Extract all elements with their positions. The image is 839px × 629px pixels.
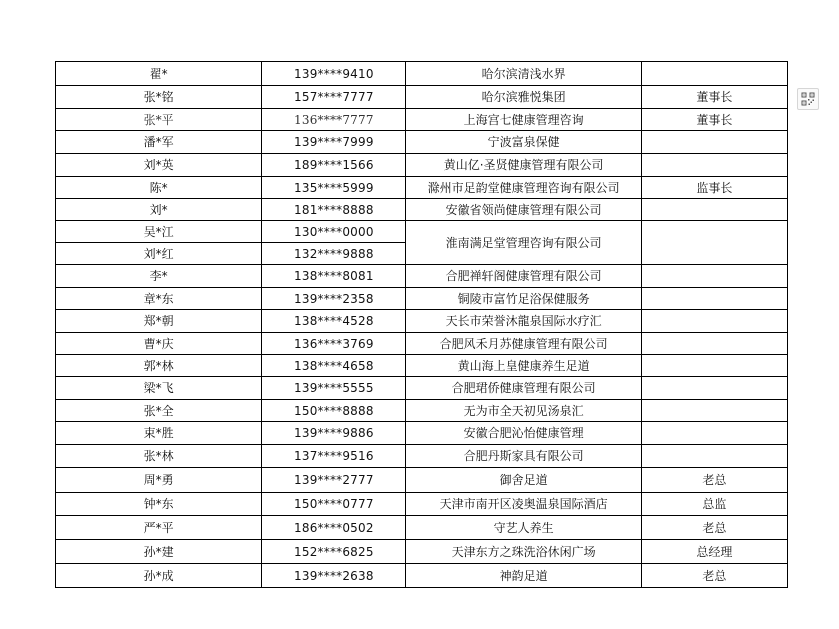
name-cell: 钟*东 bbox=[56, 493, 262, 516]
title-cell: 老总 bbox=[641, 468, 787, 493]
title-cell: 董事长 bbox=[641, 86, 787, 109]
company-cell: 合肥珺侨健康管理有限公司 bbox=[406, 377, 641, 400]
company-cell: 天津东方之珠洗浴休闲广场 bbox=[406, 540, 641, 564]
table-row bbox=[56, 355, 788, 377]
company-cell: 天津市南开区凌奥温泉国际酒店 bbox=[406, 493, 641, 516]
company-cell: 黄山亿·圣贤健康管理有限公司 bbox=[406, 154, 641, 177]
contact-table bbox=[55, 61, 788, 588]
phone-cell: 181****8888 bbox=[262, 199, 406, 221]
phone-cell: 157****7777 bbox=[262, 86, 406, 109]
title-cell: 总监 bbox=[641, 493, 787, 516]
phone-cell: 138****4528 bbox=[262, 310, 406, 333]
name-cell: 翟* bbox=[56, 62, 262, 86]
name-cell: 刘* bbox=[56, 199, 262, 221]
table-row bbox=[56, 540, 788, 564]
phone-cell: 152****6825 bbox=[262, 540, 406, 564]
company-cell: 安徽合肥沁怡健康管理 bbox=[406, 422, 641, 445]
table-row bbox=[56, 154, 788, 177]
title-cell bbox=[641, 199, 787, 221]
phone-cell: 130****0000 bbox=[262, 221, 406, 243]
company-cell: 淮南满足堂管理咨询有限公司 bbox=[406, 221, 641, 265]
phone-cell: 136****3769 bbox=[262, 333, 406, 355]
phone-cell: 136****7777 bbox=[262, 109, 406, 131]
phone-cell: 139****5555 bbox=[262, 377, 406, 400]
phone-cell: 138****8081 bbox=[262, 265, 406, 288]
company-cell: 黄山海上皇健康养生足道 bbox=[406, 355, 641, 377]
company-cell: 神韵足道 bbox=[406, 564, 641, 588]
title-cell bbox=[641, 154, 787, 177]
company-cell: 御舍足道 bbox=[406, 468, 641, 493]
table-row bbox=[56, 333, 788, 355]
company-cell: 无为市全天初见汤泉汇 bbox=[406, 400, 641, 422]
title-cell bbox=[641, 445, 787, 468]
name-cell: 刘*英 bbox=[56, 154, 262, 177]
phone-cell: 139****9410 bbox=[262, 62, 406, 86]
title-cell: 老总 bbox=[641, 516, 787, 540]
qr-code-icon bbox=[801, 92, 815, 106]
phone-cell: 139****7999 bbox=[262, 131, 406, 154]
title-cell: 老总 bbox=[641, 564, 787, 588]
title-cell bbox=[641, 422, 787, 445]
title-cell bbox=[641, 355, 787, 377]
company-cell: 哈尔滨清浅水界 bbox=[406, 62, 641, 86]
title-cell bbox=[641, 377, 787, 400]
table-row bbox=[56, 86, 788, 109]
phone-cell: 132****9888 bbox=[262, 243, 406, 265]
name-cell: 孙*建 bbox=[56, 540, 262, 564]
name-cell: 束*胜 bbox=[56, 422, 262, 445]
phone-cell: 137****9516 bbox=[262, 445, 406, 468]
name-cell: 张*平 bbox=[56, 109, 262, 131]
table-row bbox=[56, 310, 788, 333]
table-row bbox=[56, 199, 788, 221]
table-row bbox=[56, 221, 788, 243]
title-cell: 总经理 bbox=[641, 540, 787, 564]
table-row bbox=[56, 177, 788, 199]
table-row bbox=[56, 493, 788, 516]
name-cell: 潘*军 bbox=[56, 131, 262, 154]
company-cell: 宁波富泉保健 bbox=[406, 131, 641, 154]
company-cell: 铜陵市富竹足浴保健服务 bbox=[406, 288, 641, 310]
name-cell: 郑*朝 bbox=[56, 310, 262, 333]
company-cell: 滁州市足韵堂健康管理咨询有限公司 bbox=[406, 177, 641, 199]
name-cell: 曹*庆 bbox=[56, 333, 262, 355]
phone-cell: 150****8888 bbox=[262, 400, 406, 422]
phone-cell: 186****0502 bbox=[262, 516, 406, 540]
name-cell: 章*东 bbox=[56, 288, 262, 310]
company-cell: 守艺人养生 bbox=[406, 516, 641, 540]
title-cell: 监事长 bbox=[641, 177, 787, 199]
name-cell: 吴*江 bbox=[56, 221, 262, 243]
name-cell: 李* bbox=[56, 265, 262, 288]
title-cell bbox=[641, 265, 787, 288]
name-cell: 陈* bbox=[56, 177, 262, 199]
table-row bbox=[56, 564, 788, 588]
qr-code-button[interactable] bbox=[797, 88, 819, 110]
table-row bbox=[56, 445, 788, 468]
table-row bbox=[56, 62, 788, 86]
name-cell: 严*平 bbox=[56, 516, 262, 540]
company-cell: 合肥丹斯家具有限公司 bbox=[406, 445, 641, 468]
phone-cell: 138****4658 bbox=[262, 355, 406, 377]
name-cell: 梁*飞 bbox=[56, 377, 262, 400]
table-row bbox=[56, 288, 788, 310]
title-cell bbox=[641, 310, 787, 333]
company-cell: 安徽省领尚健康管理有限公司 bbox=[406, 199, 641, 221]
company-cell: 上海宫七健康管理咨询 bbox=[406, 109, 641, 131]
phone-cell: 135****5999 bbox=[262, 177, 406, 199]
page-top-margin bbox=[0, 0, 839, 60]
company-cell: 合肥风禾月苏健康管理有限公司 bbox=[406, 333, 641, 355]
table-row bbox=[56, 131, 788, 154]
phone-cell: 139****2638 bbox=[262, 564, 406, 588]
phone-cell: 139****2358 bbox=[262, 288, 406, 310]
table-row bbox=[56, 400, 788, 422]
table-row bbox=[56, 377, 788, 400]
title-cell bbox=[641, 333, 787, 355]
title-cell bbox=[641, 131, 787, 154]
title-cell bbox=[641, 221, 787, 265]
title-cell bbox=[641, 288, 787, 310]
phone-cell: 150****0777 bbox=[262, 493, 406, 516]
title-cell: 董事长 bbox=[641, 109, 787, 131]
table-row bbox=[56, 468, 788, 493]
name-cell: 张*林 bbox=[56, 445, 262, 468]
name-cell: 刘*红 bbox=[56, 243, 262, 265]
phone-cell: 139****2777 bbox=[262, 468, 406, 493]
title-cell bbox=[641, 400, 787, 422]
name-cell: 周*勇 bbox=[56, 468, 262, 493]
phone-cell: 189****1566 bbox=[262, 154, 406, 177]
table-row bbox=[56, 516, 788, 540]
name-cell: 郭*林 bbox=[56, 355, 262, 377]
name-cell: 张*铭 bbox=[56, 86, 262, 109]
name-cell: 张*全 bbox=[56, 400, 262, 422]
phone-cell: 139****9886 bbox=[262, 422, 406, 445]
company-cell: 合肥禅轩阁健康管理有限公司 bbox=[406, 265, 641, 288]
table-row bbox=[56, 422, 788, 445]
name-cell: 孙*成 bbox=[56, 564, 262, 588]
table-row bbox=[56, 109, 788, 131]
table-row bbox=[56, 265, 788, 288]
company-cell: 天长市荣誉沐龍泉国际水疗汇 bbox=[406, 310, 641, 333]
company-cell: 哈尔滨雅悦集团 bbox=[406, 86, 641, 109]
title-cell bbox=[641, 62, 787, 86]
